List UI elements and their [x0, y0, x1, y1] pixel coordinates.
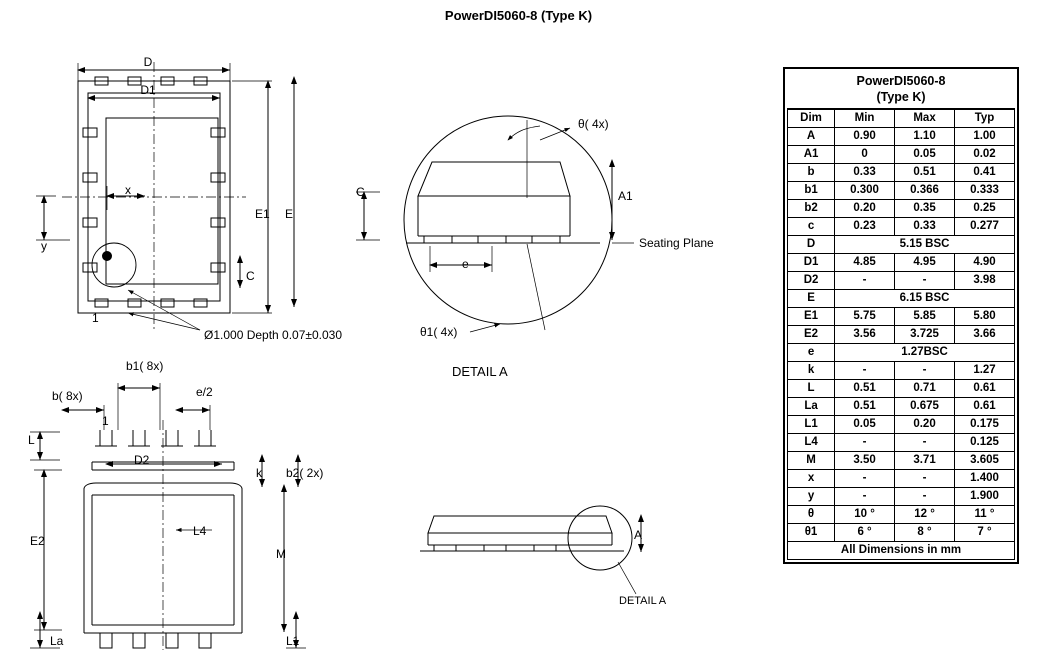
dim-value-cell: 1.27	[955, 362, 1015, 380]
table-row	[788, 308, 1015, 326]
dim-name-cell: b2	[788, 200, 835, 218]
label-detail-a-leader: DETAIL A	[619, 595, 667, 607]
label-c-left: C	[356, 185, 365, 199]
label-e2: E2	[30, 534, 45, 548]
dim-value-cell: 0.20	[895, 416, 955, 434]
dim-value-cell: 5.75	[835, 308, 895, 326]
label-l4: L4	[193, 524, 207, 538]
dim-value-cell: 6 °	[835, 524, 895, 542]
dimension-table-title-line1: PowerDI5060-8	[856, 74, 946, 88]
table-row	[788, 452, 1015, 470]
dim-value-cell: 10 °	[835, 506, 895, 524]
dim-value-cell: 4.85	[835, 254, 895, 272]
page-title: PowerDI5060-8 (Type K)	[444, 8, 593, 23]
column-header: Max	[895, 110, 955, 128]
label-b2-2x: b2( 2x)	[286, 466, 324, 480]
table-row	[788, 182, 1015, 200]
dim-name-cell: A1	[788, 146, 835, 164]
dim-value-cell: -	[835, 362, 895, 380]
table-row	[788, 344, 1015, 362]
dim-name-cell: b1	[788, 182, 835, 200]
dim-value-cell: 4.90	[955, 254, 1015, 272]
dim-value-cell: 1.00	[955, 128, 1015, 146]
dim-value-cell: 0.61	[955, 398, 1015, 416]
dim-value-cell: 3.605	[955, 452, 1015, 470]
dim-value-cell: -	[895, 434, 955, 452]
table-row	[788, 128, 1015, 146]
dim-value-cell: 0.02	[955, 146, 1015, 164]
column-header: Typ	[955, 110, 1015, 128]
dim-value-cell: 1.10	[895, 128, 955, 146]
dim-value-cell: 0.300	[835, 182, 895, 200]
dim-name-cell: M	[788, 452, 835, 470]
dim-value-cell: 12 °	[895, 506, 955, 524]
dim-value-cell: 0.90	[835, 128, 895, 146]
table-row	[788, 218, 1015, 236]
dim-name-cell: L	[788, 380, 835, 398]
dim-name-cell: b	[788, 164, 835, 182]
dim-value-cell: 0.41	[955, 164, 1015, 182]
dim-value-cell: 3.66	[955, 326, 1015, 344]
dim-value-cell: 0.333	[955, 182, 1015, 200]
dim-name-cell: E1	[788, 308, 835, 326]
label-c-top: C	[246, 269, 255, 283]
label-y: y	[41, 239, 47, 253]
table-row	[788, 398, 1015, 416]
label-e1: E1	[255, 207, 270, 221]
dim-value-cell: 7 °	[955, 524, 1015, 542]
label-a: A	[634, 528, 643, 542]
dim-value-cell: 0.35	[895, 200, 955, 218]
dim-value-cell: 3.98	[955, 272, 1015, 290]
label-theta-4x: θ( 4x)	[578, 117, 609, 131]
dimension-table-footer-row	[788, 542, 1015, 560]
table-row	[788, 362, 1015, 380]
table-row	[788, 488, 1015, 506]
label-pin1-top: 1	[92, 311, 99, 325]
label-detail-a: DETAIL A	[452, 364, 508, 379]
dim-value-cell: 0.05	[895, 146, 955, 164]
table-row	[788, 146, 1015, 164]
dim-name-cell: y	[788, 488, 835, 506]
dim-name-cell: e	[788, 344, 835, 362]
dim-value-cell: 0.125	[955, 434, 1015, 452]
dim-value-cell: 3.50	[835, 452, 895, 470]
dim-name-cell: k	[788, 362, 835, 380]
label-hole-note: Ø1.000 Depth 0.07±0.030	[204, 328, 343, 342]
dim-name-cell: x	[788, 470, 835, 488]
dim-value-cell: 0.71	[895, 380, 955, 398]
dim-name-cell: E	[788, 290, 835, 308]
dim-value-cell: 8 °	[895, 524, 955, 542]
dimension-table-header-row	[788, 110, 1015, 128]
dim-value-cell: 3.71	[895, 452, 955, 470]
dim-value-cell: 0.20	[835, 200, 895, 218]
dim-value-cell: -	[895, 272, 955, 290]
dim-value-cell: 3.725	[895, 326, 955, 344]
dim-span-cell: 5.15 BSC	[835, 236, 1015, 254]
table-row	[788, 524, 1015, 542]
dim-span-cell: 6.15 BSC	[835, 290, 1015, 308]
dim-name-cell: θ	[788, 506, 835, 524]
label-k: k	[256, 466, 262, 480]
dim-value-cell: 0.23	[835, 218, 895, 236]
dim-value-cell: 0.51	[835, 398, 895, 416]
table-row	[788, 290, 1015, 308]
dim-value-cell: 0.51	[835, 380, 895, 398]
table-row	[788, 200, 1015, 218]
dimension-table-title-line2: (Type K)	[876, 90, 926, 104]
label-theta1-4x: θ1( 4x)	[420, 325, 458, 339]
dim-name-cell: D2	[788, 272, 835, 290]
label-x: x	[125, 183, 131, 197]
dim-span-cell: 1.27BSC	[835, 344, 1015, 362]
dim-value-cell: -	[835, 272, 895, 290]
dim-name-cell: D1	[788, 254, 835, 272]
label-pin1-bottom: 1	[102, 414, 109, 428]
dim-value-cell: 5.80	[955, 308, 1015, 326]
label-d2: D2	[134, 453, 150, 467]
dim-value-cell: 1.400	[955, 470, 1015, 488]
table-row	[788, 470, 1015, 488]
column-header: Min	[835, 110, 895, 128]
label-a1: A1	[618, 189, 633, 203]
dim-value-cell: -	[895, 488, 955, 506]
dim-value-cell: 0.366	[895, 182, 955, 200]
dim-value-cell: 0.05	[835, 416, 895, 434]
table-row	[788, 272, 1015, 290]
dim-name-cell: L1	[788, 416, 835, 434]
dim-value-cell: 3.56	[835, 326, 895, 344]
label-e: e	[462, 257, 469, 271]
label-d: D	[143, 55, 153, 69]
table-row	[788, 434, 1015, 452]
dimension-table-title	[787, 71, 1015, 109]
dim-value-cell: 0.175	[955, 416, 1015, 434]
dim-value-cell: 0.675	[895, 398, 955, 416]
label-e: E	[285, 207, 294, 221]
label-l: L	[28, 433, 35, 447]
dim-value-cell: 0.33	[895, 218, 955, 236]
dim-value-cell: 5.85	[895, 308, 955, 326]
dim-value-cell: 0	[835, 146, 895, 164]
label-d1: D1	[140, 83, 156, 97]
table-row	[788, 254, 1015, 272]
label-seating-plane: Seating Plane	[639, 236, 714, 250]
dim-name-cell: L4	[788, 434, 835, 452]
dim-value-cell: -	[895, 470, 955, 488]
dim-value-cell: 0.51	[895, 164, 955, 182]
dim-value-cell: -	[835, 470, 895, 488]
label-b8x: b( 8x)	[52, 389, 83, 403]
dim-name-cell: c	[788, 218, 835, 236]
dim-name-cell: E2	[788, 326, 835, 344]
dim-value-cell: 0.25	[955, 200, 1015, 218]
table-row	[788, 164, 1015, 182]
label-e-half: e/2	[196, 385, 213, 399]
dim-value-cell: -	[895, 362, 955, 380]
table-row	[788, 380, 1015, 398]
dim-value-cell: 0.61	[955, 380, 1015, 398]
column-header: Dim	[788, 110, 835, 128]
dim-name-cell: La	[788, 398, 835, 416]
dim-value-cell: 0.33	[835, 164, 895, 182]
table-row	[788, 326, 1015, 344]
label-la: La	[50, 634, 64, 648]
dim-name-cell: D	[788, 236, 835, 254]
label-b1-8x: b1( 8x)	[126, 359, 164, 373]
label-l1: L1	[286, 634, 300, 648]
table-row	[788, 416, 1015, 434]
table-row	[788, 236, 1015, 254]
dim-value-cell: -	[835, 434, 895, 452]
dim-value-cell: 11 °	[955, 506, 1015, 524]
dim-value-cell: 1.900	[955, 488, 1015, 506]
dim-value-cell: -	[835, 488, 895, 506]
dim-value-cell: 4.95	[895, 254, 955, 272]
label-m: M	[276, 547, 286, 561]
dim-value-cell: 0.277	[955, 218, 1015, 236]
units-note: All Dimensions in mm	[788, 542, 1015, 560]
dimension-table	[783, 67, 1019, 564]
table-row	[788, 506, 1015, 524]
dim-name-cell: A	[788, 128, 835, 146]
dim-name-cell: θ1	[788, 524, 835, 542]
